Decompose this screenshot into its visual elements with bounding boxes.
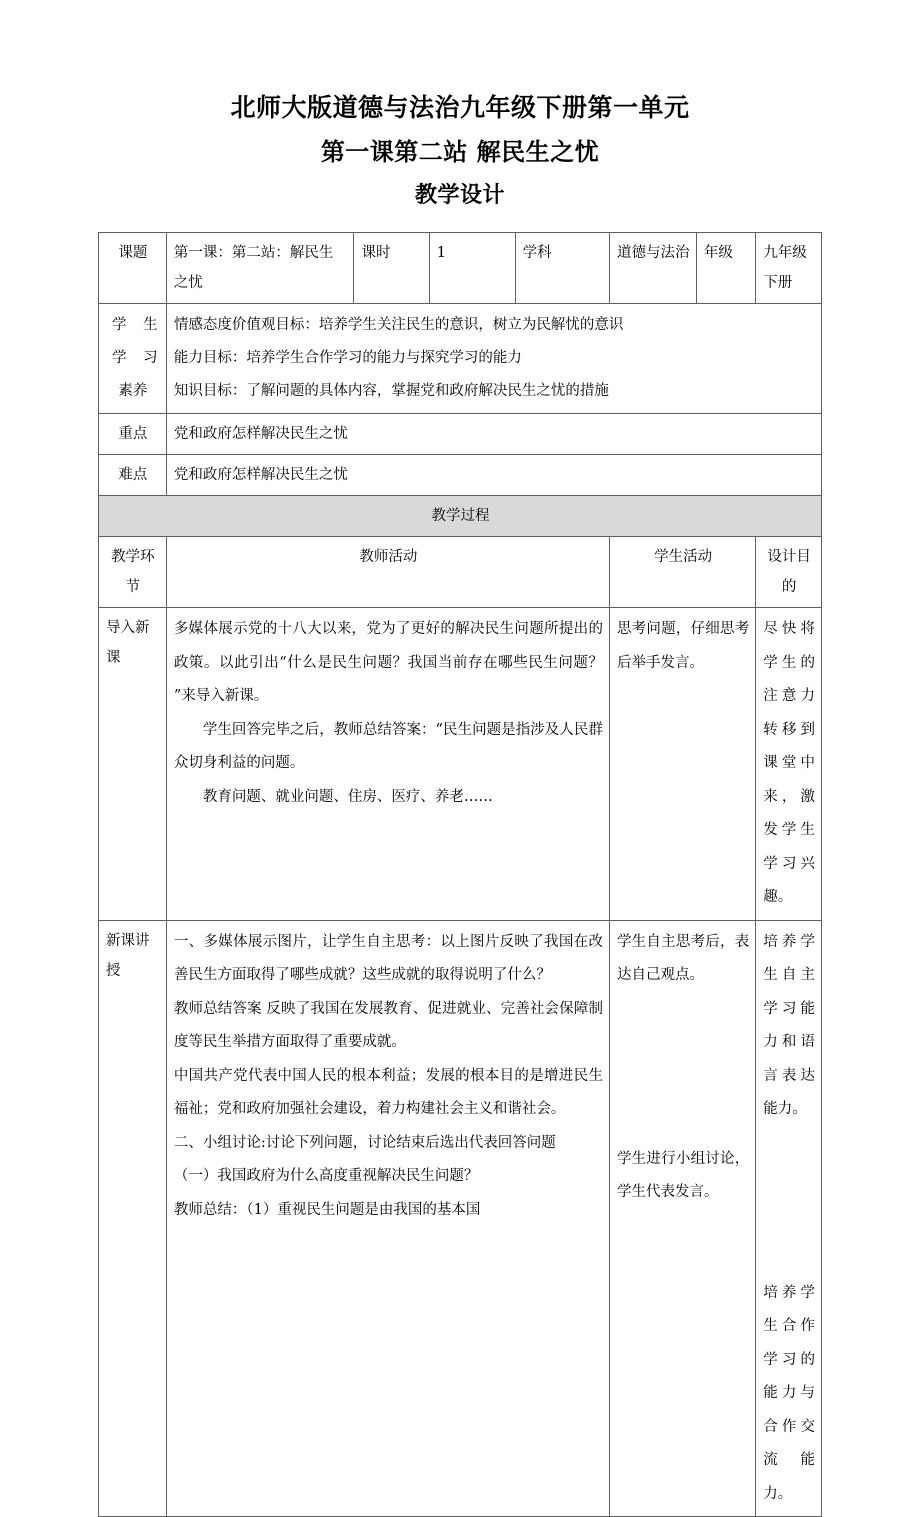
- period-label: 课时: [354, 233, 429, 304]
- goal-ability: 能力目标：培养学生合作学习的能力与探究学习的能力: [173, 350, 522, 366]
- table-row-difficult-point: [99, 455, 822, 496]
- new-lesson-paragraph-4: 二、小组讨论:讨论下列问题，讨论结束后选出代表回答问题: [173, 1134, 556, 1151]
- difficult-point-value: 党和政府怎样解决民生之忧: [166, 455, 821, 496]
- literacy-label-line-1: 学 生: [112, 317, 164, 333]
- page-title-line-2: 第一课第二站 解民生之忧: [320, 137, 600, 166]
- table-row-new-lesson: [99, 920, 822, 1517]
- table-row-info: [99, 233, 822, 304]
- design-purpose-new-lesson-block-2: 培养学生合作学习的能力与合作交流能力。: [763, 1284, 815, 1502]
- header-design-purpose: 设计目的: [756, 537, 822, 608]
- header-student-activity: 学生活动: [609, 537, 755, 608]
- lesson-plan-table: [98, 232, 822, 1517]
- process-band-title: 教学过程: [99, 496, 822, 537]
- table-row-key-point: [99, 414, 822, 455]
- design-purpose-new-lesson: [756, 920, 822, 1517]
- teacher-activity-new-lesson: [166, 920, 609, 1517]
- new-lesson-paragraph-5: （一）我国政府为什么高度重视解决民生问题？: [173, 1168, 479, 1184]
- lead-in-paragraph-3: 教育问题、就业问题、住房、医疗、养老……: [202, 788, 493, 805]
- subject-label: 学科: [515, 233, 609, 304]
- topic-label: 课题: [99, 233, 167, 304]
- teacher-activity-lead-in: [166, 608, 609, 921]
- grade-label: 年级: [696, 233, 755, 304]
- student-activity-new-lesson-block-1: 学生自主思考后，表达自己观点。: [616, 933, 750, 983]
- lead-in-paragraph-2: 学生回答完毕之后，教师总结答案：“民生问题是指涉及人民群众切身利益的问题。: [173, 721, 603, 771]
- design-purpose-spacer: [763, 1127, 815, 1277]
- subject-value: 道德与法治: [609, 233, 696, 304]
- key-point-label: 重点: [99, 414, 167, 455]
- page-title-line-3: 教学设计: [414, 182, 505, 208]
- table-row-lead-in: [99, 608, 822, 921]
- literacy-label-line-2: 学 习: [112, 350, 164, 366]
- key-point-value: 党和政府怎样解决民生之忧: [166, 414, 821, 455]
- document-titles: [0, 0, 920, 216]
- lead-in-paragraph-1: 多媒体展示党的十八大以来，党为了更好的解决民生问题所提出的政策。以此引出“什么是民生问题？我国当前存在哪些民生问题？ ”来导入新课。: [173, 621, 603, 704]
- header-stage: 教学环节: [99, 537, 167, 608]
- table-row-process-band: [99, 496, 822, 537]
- literacy-label: [99, 304, 167, 414]
- goal-attitude: 情感态度价值观目标：培养学生关注民生的意识，树立为民解忧的意识: [173, 317, 624, 333]
- stage-lead-in: 导入新课: [99, 608, 167, 921]
- student-activity-lead-in: [609, 608, 755, 921]
- student-activity-spacer: [617, 993, 749, 1143]
- literacy-label-line-3: 素养: [118, 383, 148, 399]
- period-value: 1: [429, 233, 515, 304]
- new-lesson-paragraph-2: 教师总结答案 反映了我国在发展教育、促进就业、完善社会保障制度等民生举措方面取得了重要成就。: [173, 1000, 603, 1050]
- table-row-process-headers: [99, 537, 822, 608]
- page-title-line-1: 北师大版道德与法治九年级下册第一单元: [230, 93, 690, 122]
- topic-value: 第一课：第二站：解民生之忧: [166, 233, 354, 304]
- design-purpose-lead-in: [756, 608, 822, 921]
- stage-new-lesson: 新课讲授: [99, 920, 167, 1517]
- table-row-literacy: [99, 304, 822, 414]
- design-purpose-new-lesson-block-1: 培养学生自主学习能力和语言表达能力。: [763, 933, 815, 1117]
- new-lesson-paragraph-1: 一、多媒体展示图片，让学生自主思考：以上图片反映了我国在改善民生方面取得了哪些成就？这些成就的取得说明了什么？: [173, 933, 603, 983]
- literacy-goals: [166, 304, 821, 414]
- new-lesson-paragraph-6: 教师总结：（1）重视民生问题是由我国的基本国: [173, 1201, 481, 1218]
- student-activity-new-lesson-block-2: 学生进行小组讨论，学生代表发言。: [616, 1150, 750, 1200]
- goal-knowledge: 知识目标：了解问题的具体内容，掌握党和政府解决民生之忧的措施: [173, 383, 609, 399]
- header-teacher-activity: 教师活动: [166, 537, 609, 608]
- design-purpose-lead-in-text: 尽快将学生的注意力转移到课堂中来，激发学生学习兴趣。: [763, 621, 815, 905]
- difficult-point-label: 难点: [99, 455, 167, 496]
- new-lesson-paragraph-3: 中国共产党代表中国人民的根本利益；发展的根本目的是增进民生福祉；党和政府加强社会建设，着力构建社会主义和谐社会。: [173, 1067, 603, 1117]
- student-activity-new-lesson: [609, 920, 755, 1517]
- grade-value: 九年级下册: [756, 233, 822, 304]
- student-activity-lead-in-text: 思考问题，仔细思考后举手发言。: [616, 621, 750, 671]
